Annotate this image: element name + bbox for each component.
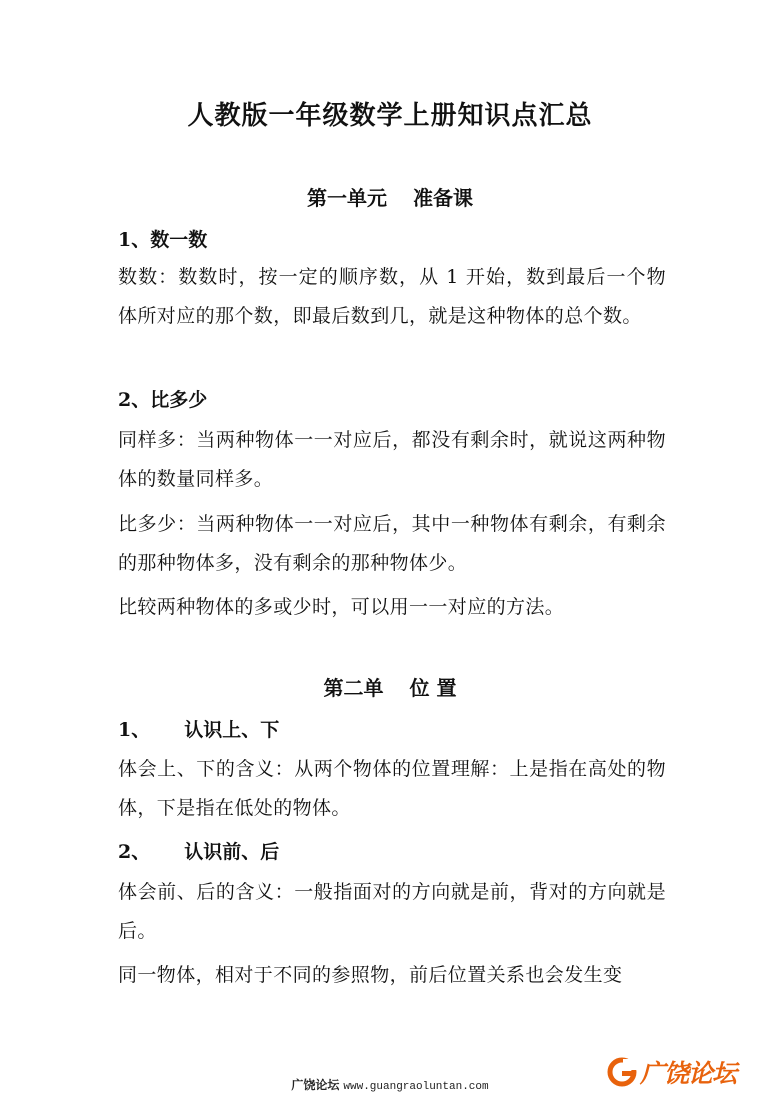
unit1-section2-heading (118, 384, 207, 416)
unit2-section2-heading (118, 836, 279, 868)
watermark-logo-text: 广饶论坛 (640, 1059, 737, 1088)
unit1-section2-paragraph3: 比较两种物体的多或少时，可以用一一对应的方法。 (118, 596, 565, 618)
unit1-title (0, 182, 780, 214)
unit1-section1-heading (118, 224, 207, 256)
unit1-section1-paragraph: 数数：数数时，按一定的顺序数，从 1 开始，数到最后一个物体所对应的那个数，即最后数到几，就是这种物体的总个数。 (118, 266, 666, 327)
unit2-section2-title: 认识前、后 (184, 841, 280, 863)
guangrao-logo-icon (606, 1056, 638, 1088)
unit2-section1-number: 1、 (118, 719, 151, 741)
unit2-section2-paragraph1: 体会前、后的含义：一般指面对的方向就是前，背对的方向就是后。 (118, 881, 666, 942)
unit2-section2-number: 2、 (118, 841, 151, 863)
unit1-section1-title: 数一数 (150, 229, 208, 251)
unit1-section2-title: 比多少 (150, 389, 208, 411)
unit2-section1-title: 认识上、下 (184, 719, 280, 741)
unit2-title-number: 第二单 (323, 676, 384, 700)
footer-url[interactable]: www.guangraoluntan.com (343, 1081, 489, 1093)
unit1-section1-number: 1、 (118, 229, 151, 251)
unit2-section1-paragraph: 体会上、下的含义：从两个物体的位置理解：上是指在高处的物体，下是指在低处的物体。 (118, 758, 666, 819)
unit2-section1-heading (118, 714, 279, 746)
unit2-title (0, 672, 780, 704)
unit1-section2-paragraph1: 同样多：当两种物体一一对应后，都没有剩余时，就说这两种物体的数量同样多。 (118, 429, 666, 490)
unit1-title-number: 第一单元 (307, 186, 387, 210)
watermark-logo (606, 1052, 736, 1092)
unit1-section2-paragraph2: 比多少：当两种物体一一对应后，其中一种物体有剩余，有剩余的那种物体多，没有剩余的那种物体少。 (118, 513, 666, 574)
unit2-section2-paragraph2: 同一物体，相对于不同的参照物，前后位置关系也会发生变 (118, 964, 623, 986)
unit1-section2-number: 2、 (118, 389, 151, 411)
document-title: 人教版一年级数学上册知识点汇总 (187, 101, 593, 131)
unit1-title-name: 准备课 (413, 186, 473, 210)
footer-site-name: 广饶论坛 (291, 1078, 340, 1092)
unit2-title-name: 位 置 (409, 676, 457, 700)
